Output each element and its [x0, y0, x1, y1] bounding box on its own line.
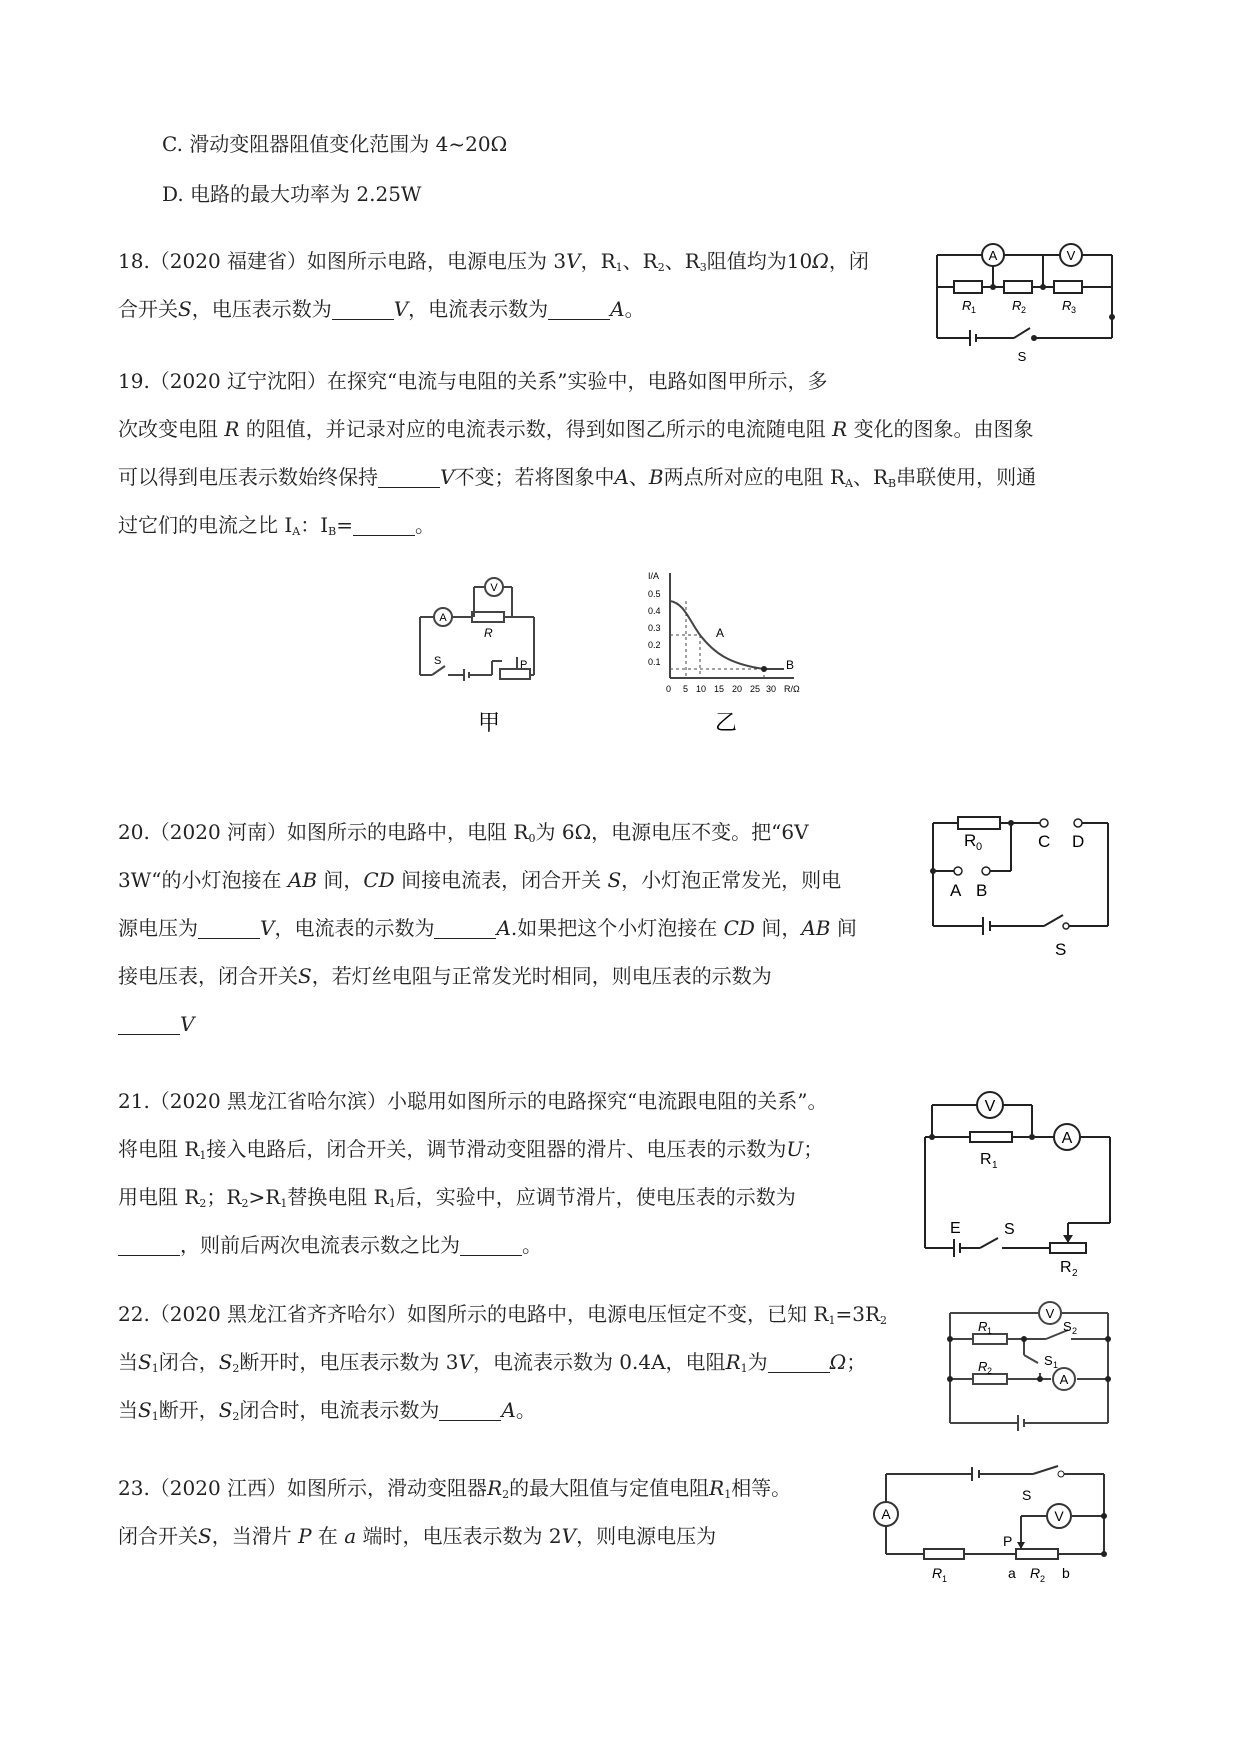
text: 次改变电阻 — [118, 417, 218, 441]
y-axis-label: I/A — [648, 571, 660, 581]
text: ：I — [300, 513, 329, 537]
unit-v: V — [566, 249, 581, 273]
sub: B — [328, 525, 337, 538]
q19-line2 — [118, 415, 1034, 443]
answer-blank — [768, 1352, 830, 1373]
q19-line3 — [118, 463, 1036, 498]
end-b-label: b — [1062, 1565, 1070, 1581]
voltmeter-label: V — [1054, 1508, 1064, 1524]
sub: 2 — [1021, 305, 1027, 315]
sym-s: S — [298, 964, 312, 988]
text: 。 — [515, 1398, 536, 1422]
text: ，小灯泡正常发光，则电 — [621, 868, 842, 892]
sub: 2 — [232, 1362, 240, 1375]
text: = — [336, 513, 353, 537]
sub: 3 — [1071, 305, 1077, 315]
x-tick: 0 — [666, 684, 672, 694]
q20-line4 — [118, 962, 772, 990]
ammeter-label: A — [988, 248, 998, 263]
q22-line3 — [118, 1396, 536, 1431]
sym-s2: S — [218, 1398, 233, 1422]
text: 的最大阻值与定值电阻 — [509, 1476, 710, 1500]
x-tick: 15 — [714, 684, 725, 694]
label-b: B — [976, 881, 988, 900]
q20-line3 — [118, 914, 857, 942]
text: ，电流表示数为 0.4A，电阻 — [472, 1350, 726, 1374]
x-tick: 20 — [732, 684, 743, 694]
text: ； — [846, 1350, 867, 1374]
text: 闭合时，电流表示数为 — [239, 1398, 440, 1422]
text: 、 — [628, 465, 649, 489]
unit-v: V — [260, 916, 275, 940]
sub: 2 — [657, 261, 665, 274]
q20-line5 — [118, 1010, 194, 1038]
unit-v: V — [440, 465, 455, 489]
text: 20.（2020 河南）如图所示的电路中，电阻 R — [118, 820, 529, 844]
q23-line2 — [118, 1522, 716, 1550]
text: 端时，电压表示数为 2 — [362, 1524, 562, 1548]
text: 将电阻 R — [118, 1137, 200, 1161]
sub: 2 — [502, 1488, 510, 1501]
label-c: C — [1038, 832, 1051, 851]
text: 、R — [622, 249, 658, 273]
y-tick: 0.4 — [648, 606, 661, 616]
text: ，则前后两次电流表示数之比为 — [180, 1233, 460, 1257]
sub: 1 — [151, 1410, 159, 1423]
text: 阻值均为10 — [706, 249, 813, 273]
sym-r: R — [224, 417, 240, 441]
text: 变化的图象。由图象 — [853, 417, 1034, 441]
sub: 2 — [1072, 1326, 1078, 1336]
answer-blank — [353, 515, 415, 536]
text: ，电流表的示数为 — [274, 916, 435, 940]
answer-blank — [378, 467, 440, 488]
text: ；R — [206, 1185, 242, 1209]
sub: 1 — [740, 1362, 748, 1375]
y-tick: 0.2 — [648, 640, 661, 650]
sym-r1: R — [725, 1350, 741, 1374]
text: ，闭 — [828, 249, 869, 273]
answer-blank — [434, 918, 496, 939]
text: 当 — [118, 1350, 138, 1374]
answer-blank — [460, 1235, 522, 1256]
q22-circuit-diagram — [938, 1295, 1118, 1435]
s1-label: S — [1044, 1353, 1053, 1368]
switch-label: S — [1022, 1487, 1032, 1503]
text: 串联使用，则通 — [896, 465, 1037, 489]
sym-ab: AB — [287, 868, 318, 892]
x-tick: 30 — [766, 684, 777, 694]
text: ，电流表示数为 — [408, 297, 549, 321]
text: 源电压为 — [118, 916, 198, 940]
label-a: A — [950, 881, 962, 900]
q21-line3 — [118, 1183, 796, 1218]
r2-label: R — [978, 1359, 988, 1374]
r2-label: R — [1030, 1565, 1041, 1581]
unit-v: V — [458, 1350, 473, 1374]
x-axis-label: R/Ω — [784, 684, 800, 694]
sym-p: P — [298, 1524, 312, 1548]
text: 18.（2020 福建省）如图所示电路，电源电压为 3 — [118, 249, 567, 273]
sub: 1 — [828, 1314, 836, 1327]
sym-r2: R — [487, 1476, 503, 1500]
answer-blank — [439, 1400, 501, 1421]
q20-line2 — [118, 866, 841, 894]
q19-graph-yi — [644, 565, 829, 735]
text: ，则电源电压为 — [576, 1524, 717, 1548]
text: 断开， — [158, 1398, 219, 1422]
q18-line1 — [118, 247, 869, 282]
ammeter-label: A — [439, 612, 447, 624]
sym-s: S — [198, 1524, 212, 1548]
sub: 1 — [724, 1488, 732, 1501]
text: 3W“的小灯泡接在 — [118, 868, 282, 892]
switch-label: S — [1055, 940, 1067, 959]
point-b-label: B — [786, 658, 795, 672]
text: 闭合开关 — [118, 1524, 198, 1548]
voltmeter-label: V — [1045, 1306, 1055, 1321]
sub: 2 — [1072, 1268, 1078, 1279]
unit-ohm: Ω — [812, 249, 829, 273]
text: ； — [803, 1137, 824, 1161]
caption-yi: 乙 — [714, 710, 738, 735]
sub: B — [888, 477, 897, 490]
end-a-label: a — [1008, 1565, 1016, 1581]
r1-label: R — [978, 1319, 988, 1334]
text: 间接电流表，闭合开关 — [401, 868, 602, 892]
sub: 1 — [280, 1197, 288, 1210]
sub: 0 — [528, 832, 536, 845]
text: 。 — [522, 1233, 542, 1257]
unit-v: V — [393, 297, 409, 321]
text: 。 — [414, 513, 435, 537]
text: 22.（2020 黑龙江省齐齐哈尔）如图所示的电路中，电源电压恒定不变，已知 R — [118, 1302, 829, 1326]
text: ，电压表示数为 — [191, 297, 332, 321]
voltmeter-label: V — [1066, 248, 1076, 263]
sub: 3 — [699, 261, 707, 274]
point-b: B — [648, 465, 664, 489]
unit-v: V — [180, 1012, 195, 1036]
voltmeter-label: V — [490, 582, 498, 594]
sub: 1 — [942, 1574, 948, 1584]
x-tick: 10 — [696, 684, 707, 694]
sub: 1 — [151, 1362, 159, 1375]
slider-label: P — [520, 659, 528, 671]
unit-v: V — [561, 1524, 577, 1548]
answer-blank — [548, 299, 610, 320]
sub: 1 — [971, 305, 977, 315]
text: 间， — [761, 916, 802, 940]
r2-label: R — [1060, 1259, 1072, 1276]
sym-s1: S — [138, 1350, 152, 1374]
sym-cd: CD — [363, 868, 395, 892]
sub: 1 — [199, 1149, 207, 1162]
sym-a: a — [344, 1524, 357, 1548]
switch-label: S — [1017, 349, 1027, 364]
text: 、R — [664, 249, 700, 273]
text: 23.（2020 江西）如图所示，滑动变阻器 — [118, 1476, 488, 1500]
answer-blank — [332, 299, 394, 320]
text: =3R — [835, 1302, 881, 1326]
x-tick: 5 — [683, 684, 689, 694]
switch-label: S — [434, 655, 442, 667]
sym-r: R — [832, 417, 848, 441]
voltmeter-label: V — [984, 1098, 996, 1115]
sub: A — [845, 477, 853, 490]
text: 间 — [836, 916, 857, 940]
sym-cd: CD — [723, 916, 755, 940]
option-c: C. 滑动变阻器阻值变化范围为 4~20Ω — [162, 132, 508, 156]
r0-label: R — [964, 831, 977, 850]
answer-blank — [198, 918, 260, 939]
y-tick: 0.1 — [648, 657, 661, 667]
r-label: R — [484, 626, 493, 640]
text: 替换电阻 R — [287, 1185, 389, 1209]
sub: 2 — [1040, 1574, 1046, 1584]
answer-blank — [118, 1235, 180, 1256]
q21-line4 — [118, 1231, 542, 1259]
q22-line1 — [118, 1300, 887, 1335]
r1-label: R — [980, 1151, 992, 1168]
y-tick: 0.3 — [648, 623, 661, 633]
text: 当 — [118, 1398, 138, 1422]
text: 为 6Ω，电源电压不变。把“6V — [535, 820, 809, 844]
sym-s2: S — [218, 1350, 233, 1374]
unit-a: A — [501, 1398, 516, 1422]
sym-ab: AB — [801, 916, 831, 940]
s2-label: S — [1063, 1319, 1072, 1334]
text: 合开关 — [118, 297, 178, 321]
sub: 0 — [976, 841, 983, 853]
r1-label: R — [932, 1565, 943, 1581]
text: 的阻值，并记录对应的电流表示数，得到如图乙所示的电流随电阻 — [245, 417, 826, 441]
slider-label: P — [1003, 1533, 1013, 1549]
sub: 2 — [199, 1197, 207, 1210]
text: 相等。 — [731, 1476, 792, 1500]
q18-line2 — [118, 295, 645, 323]
sym-s1: S — [138, 1398, 152, 1422]
q19-line4 — [118, 511, 435, 546]
sym-u: U — [786, 1137, 804, 1161]
text: 用电阻 R — [118, 1185, 200, 1209]
q18-circuit-diagram — [932, 237, 1122, 365]
y-tick: 0.5 — [648, 589, 661, 599]
caption-jia: 甲 — [477, 710, 501, 735]
sym-r1: R — [709, 1476, 725, 1500]
text: 后，实验中，应调节滑片，使电压表的示数为 — [395, 1185, 796, 1209]
text: .如果把这个小灯泡接在 — [510, 916, 718, 940]
text: 间， — [323, 868, 364, 892]
q23-circuit-diagram — [866, 1464, 1111, 1604]
text: 两点所对应的电阻 R — [663, 465, 846, 489]
sub: 1 — [615, 261, 623, 274]
q21-circuit-diagram — [920, 1080, 1120, 1279]
sub: 1 — [388, 1197, 396, 1210]
option-d: D. 电路的最大功率为 2.25W — [162, 182, 422, 206]
label-d: D — [1072, 832, 1085, 851]
sub: 1 — [992, 1160, 998, 1171]
text: 、R — [852, 465, 889, 489]
r2-label: R — [1012, 298, 1022, 313]
text: 过它们的电流之比 I — [118, 513, 293, 537]
switch-label: S — [1004, 1221, 1015, 1238]
sub: 1 — [1053, 1360, 1059, 1370]
sym-s: S — [607, 868, 622, 892]
text: 可以得到电压表示数始终保持 — [118, 465, 378, 489]
text: 接入电路后，闭合开关，调节滑动变阻器的滑片、电压表的示数为 — [206, 1137, 787, 1161]
sub: 2 — [987, 1366, 993, 1376]
q21-line2 — [118, 1135, 823, 1170]
unit-a: A — [610, 297, 625, 321]
text: 不变；若将图象中 — [454, 465, 615, 489]
q19-circuit-jia — [412, 565, 542, 735]
sub: 2 — [241, 1197, 249, 1210]
sub: 2 — [232, 1410, 240, 1423]
text: ，R — [580, 249, 616, 273]
battery-label: E — [950, 1220, 961, 1237]
sym-s: S — [178, 297, 192, 321]
ammeter-label: A — [1061, 1130, 1073, 1147]
text: ，若灯丝电阻与正常发光时相同，则电压表的示数为 — [311, 964, 772, 988]
text: 为 — [747, 1350, 768, 1374]
answer-blank — [118, 1014, 180, 1035]
r1-label: R — [962, 298, 972, 313]
unit-a: A — [496, 916, 511, 940]
text: 。 — [624, 297, 645, 321]
text: 断开时，电压表示数为 3 — [239, 1350, 459, 1374]
r3-label: R — [1062, 298, 1072, 313]
q19-line1: 19.（2020 辽宁沈阳）在探究“电流与电阻的关系”实验中，电路如图甲所示，多 — [118, 369, 828, 393]
q23-line1 — [118, 1474, 791, 1509]
text: 在 — [317, 1524, 338, 1548]
ammeter-label: A — [1059, 1372, 1069, 1387]
q22-line2 — [118, 1348, 866, 1383]
sub: 2 — [880, 1314, 888, 1327]
point-a: A — [614, 465, 629, 489]
text: 接电压表，闭合开关 — [118, 964, 298, 988]
q21-line1: 21.（2020 黑龙江省哈尔滨）小聪用如图所示的电路探究“电流跟电阻的关系”。 — [118, 1089, 828, 1113]
text: >R — [248, 1185, 281, 1209]
sub: A — [292, 525, 301, 538]
x-tick: 25 — [750, 684, 761, 694]
ammeter-label: A — [881, 1506, 891, 1522]
unit-ohm: Ω — [829, 1350, 847, 1374]
sub: 1 — [987, 1326, 993, 1336]
q20-circuit-diagram — [928, 813, 1123, 963]
text: ，当滑片 — [211, 1524, 292, 1548]
text: 闭合， — [158, 1350, 219, 1374]
point-a-label: A — [716, 626, 725, 640]
q20-line1 — [118, 818, 809, 853]
